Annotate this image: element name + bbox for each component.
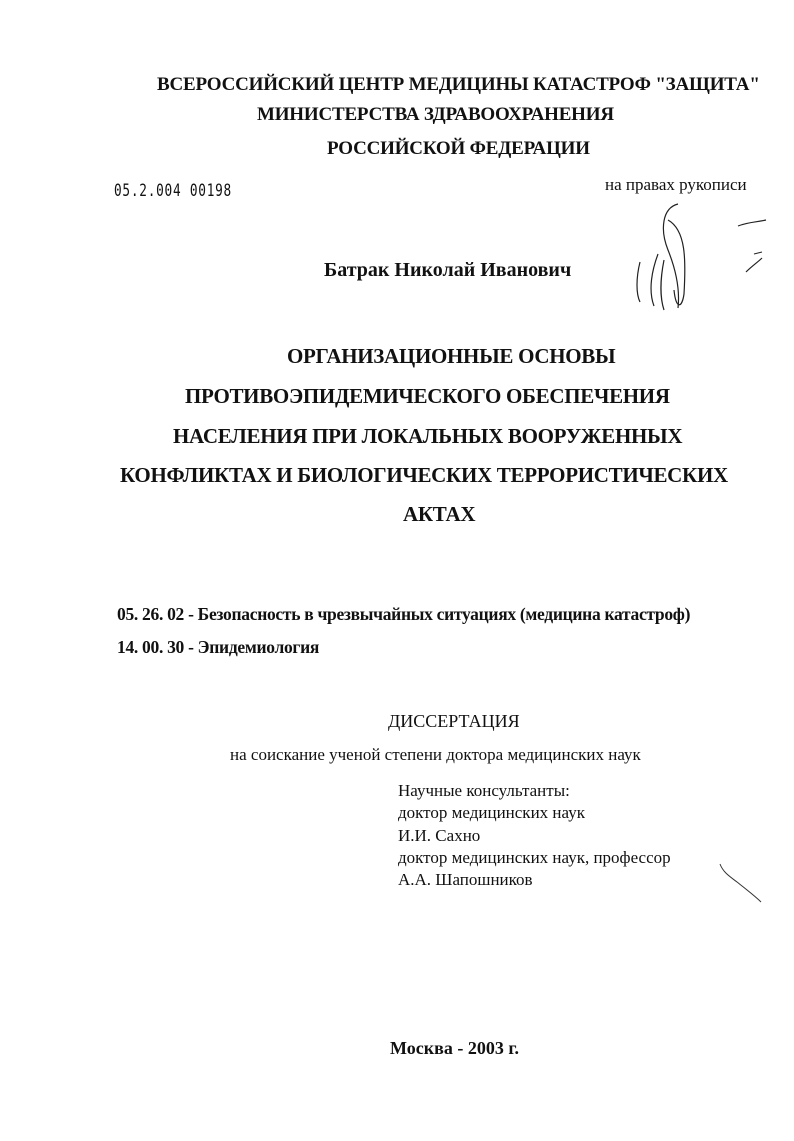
place-year: Москва - 2003 г. [390,1038,519,1058]
consultants-label: Научные консультанты: [398,781,570,800]
title-line-3: НАСЕЛЕНИЯ ПРИ ЛОКАЛЬНЫХ ВООРУЖЕННЫХ [173,424,683,448]
consultant-1-name: И.И. Сахно [398,826,481,845]
title-line-2: ПРОТИВОЭПИДЕМИЧЕСКОГО ОБЕСПЕЧЕНИЯ [185,384,670,408]
consultant-2-degree: доктор медицинских наук, профессор [398,848,671,867]
title-line-5: АКТАХ [403,502,476,526]
consultant-2-name: А.А. Шапошников [398,870,533,889]
header-line-1: ВСЕРОССИЙСКИЙ ЦЕНТР МЕДИЦИНЫ КАТАСТРОФ "ЗАЩИТА" [157,74,760,95]
author-name: Батрак Николай Иванович [324,259,572,281]
specialty-1: 05. 26. 02 - Безопасность в чрезвычайных ситуациях (медицина катастроф) [117,604,691,624]
specialty-2: 14. 00. 30 - Эпидемиология [117,637,320,657]
signature-icon [600,190,794,340]
pen-mark-icon [715,860,775,910]
manuscript-note: на правах рукописи [605,175,747,194]
archive-stamp: 05.2.004 00198 [114,181,232,201]
degree-line: на соискание ученой степени доктора медицинских наук [230,745,641,764]
consultant-1-degree: доктор медицинских наук [398,803,585,822]
work-type: ДИССЕРТАЦИЯ [388,711,520,731]
header-line-3: РОССИЙСКОЙ ФЕДЕРАЦИИ [327,138,590,159]
title-line-1: ОРГАНИЗАЦИОННЫЕ ОСНОВЫ [287,344,616,368]
title-line-4: КОНФЛИКТАХ И БИОЛОГИЧЕСКИХ ТЕРРОРИСТИЧЕСКИХ [120,463,728,487]
header-line-2: МИНИСТЕРСТВА ЗДРАВООХРАНЕНИЯ [257,104,614,125]
